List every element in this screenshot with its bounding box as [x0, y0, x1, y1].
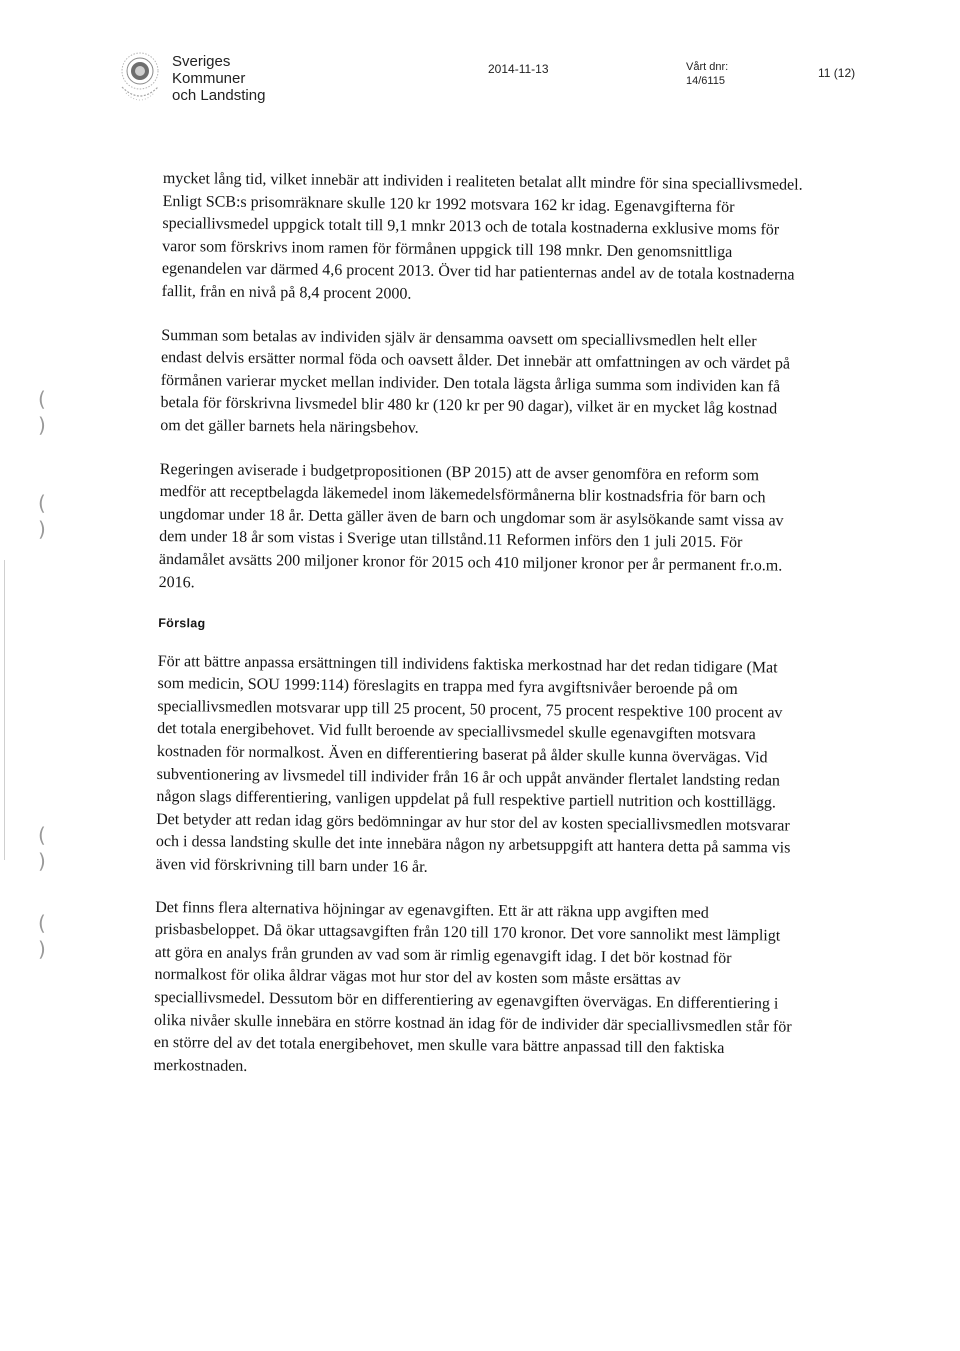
margin-punch-mark: ( )	[38, 911, 46, 961]
reference-number: 14/6115	[686, 75, 725, 87]
paragraph-cost-share: mycket lång tid, vilket innebär att individen i realiteten betalat allt mindre för sina speciallivsmedel. Enligt SCB:s prisomräknare skulle 120 kr 1992 motsvara 162 kr idag. Egenavgifterna för speciallivsmedel uppgick totalt till 9,1 mnkr 2013 och de totala kostnaderna exklusive moms för varor som förskrivs inom ramen för förmånen uppgick till 198 mnkr. Den genomsnittliga egenandelen var därmed 4,6 procent 2013. Över tid har patienternas andel av de totala kostnaderna fallit, från en nivå på 8,4 procent 2000.	[161, 169, 803, 303]
document-body	[153, 168, 802, 1084]
org-name-line-1: Sveriges	[172, 53, 231, 70]
org-name-line-2: Kommuner	[172, 70, 246, 87]
paragraph-proposal-fee-levels: För att bättre anpassa ersättningen till individens faktiska merkostnad har det redan tidigare (Mat som medicin, SOU 1999:114) föreslagits en trappa med fyra avgiftsnivåer beroende på om speciallivsmedlen motsvarar upp till 25 procent, 50 procent, 75 procent respektive 100 procent av det totala energibehovet. Vid fullt beroende av speciallivsmedel skulle egenavgiften motsvara kostnaden för normalkost. Även en differentiering baserat på ålder skulle kunna övervägas. Vid subventionering av livsmedel till individer från 16 år och uppåt använder flertalet landsting redan någon slags differentiering, vanligen uppdelat på full respektive partiell nutrition och kosttillägg. Det betyder att redan idag görs bedömningar av hur stor del av kosten speciallivsmedlen motsvarar och i dessa landsting skulle det inte innebära någon ny arbetsuppgift att hantera detta på samma vis även vid förskrivning till barn under 16 år.	[155, 652, 791, 876]
organization-name	[172, 53, 265, 104]
paragraph-individual-payment: Summan som betalas av individen själv är densamma oavsett om speciallivsmedlen helt eller endast delvis ersätter normal föda och oavsett ålder. Det innebär att omfattningen av och värdet på förmånen varierar mycket mellan individer. Den totala lägsta årliga summa som individen kan få betala för förskrivna livsmedel blir 480 kr (120 kr per 90 dagar), vilket är en mycket låg kostnad om det gäller barnets hela näringsbehov.	[160, 326, 791, 437]
document-date: 2014-11-13	[488, 62, 549, 76]
margin-punch-mark: ( )	[38, 491, 46, 541]
paragraph-budget-reform: Regeringen aviserade i budgetpropositionen (BP 2015) att de avser genomföra en reform som medför att receptbelagda läkemedel inom läkemedelsförmånerna blir kostnadsfria för barn och ungdomar under 18 år. Detta gäller även de barn och ungdomar som är asylsökande samt vissa av dem under 18 år som vistas i Sverige utan tillstånd.11 Reformen införs den 1 juli 2015. För ändamålet avsätts 200 miljoner kronor för 2015 och 410 miljoner kronor per år permanent fr.o.m. 2016.	[158, 460, 784, 591]
margin-punch-mark: ( )	[38, 823, 46, 873]
scan-edge-line	[4, 560, 5, 860]
skl-logo-emblem	[112, 47, 168, 107]
reference-label: Vårt dnr:	[686, 61, 729, 73]
paragraph-fee-alternatives: Det finns flera alternativa höjningar av egenavgiften. Ett är att räkna upp avgiften med prisbasbeloppet. Då ökar uttagsavgiften från 120 till 170 kronor. Det vore sannolikt mest lämpligt att göra en analys från grunden av vad som är rimlig egenavgift idag. I det bör kostnad för normalkost för olika åldrar vägas mot hur stor del av kosten som måste ersättas av speciallivsmedel. Dessutom bör en differentiering av egenavgiften övervägas. En differentiering i olika nivåer skulle innebära en större kostnad än idag för de individer där speciallivsmedlen står för en större del av det totala energibehovet, men skulle vara bättre anpassad till den faktiska merkostnaden.	[153, 898, 792, 1075]
org-name-line-3: och Landsting	[172, 87, 266, 104]
margin-punch-mark: ( )	[38, 387, 46, 437]
section-heading-proposal: Förslag	[158, 616, 206, 631]
page-number: 11 (12)	[818, 66, 856, 80]
reference-block	[686, 60, 728, 88]
